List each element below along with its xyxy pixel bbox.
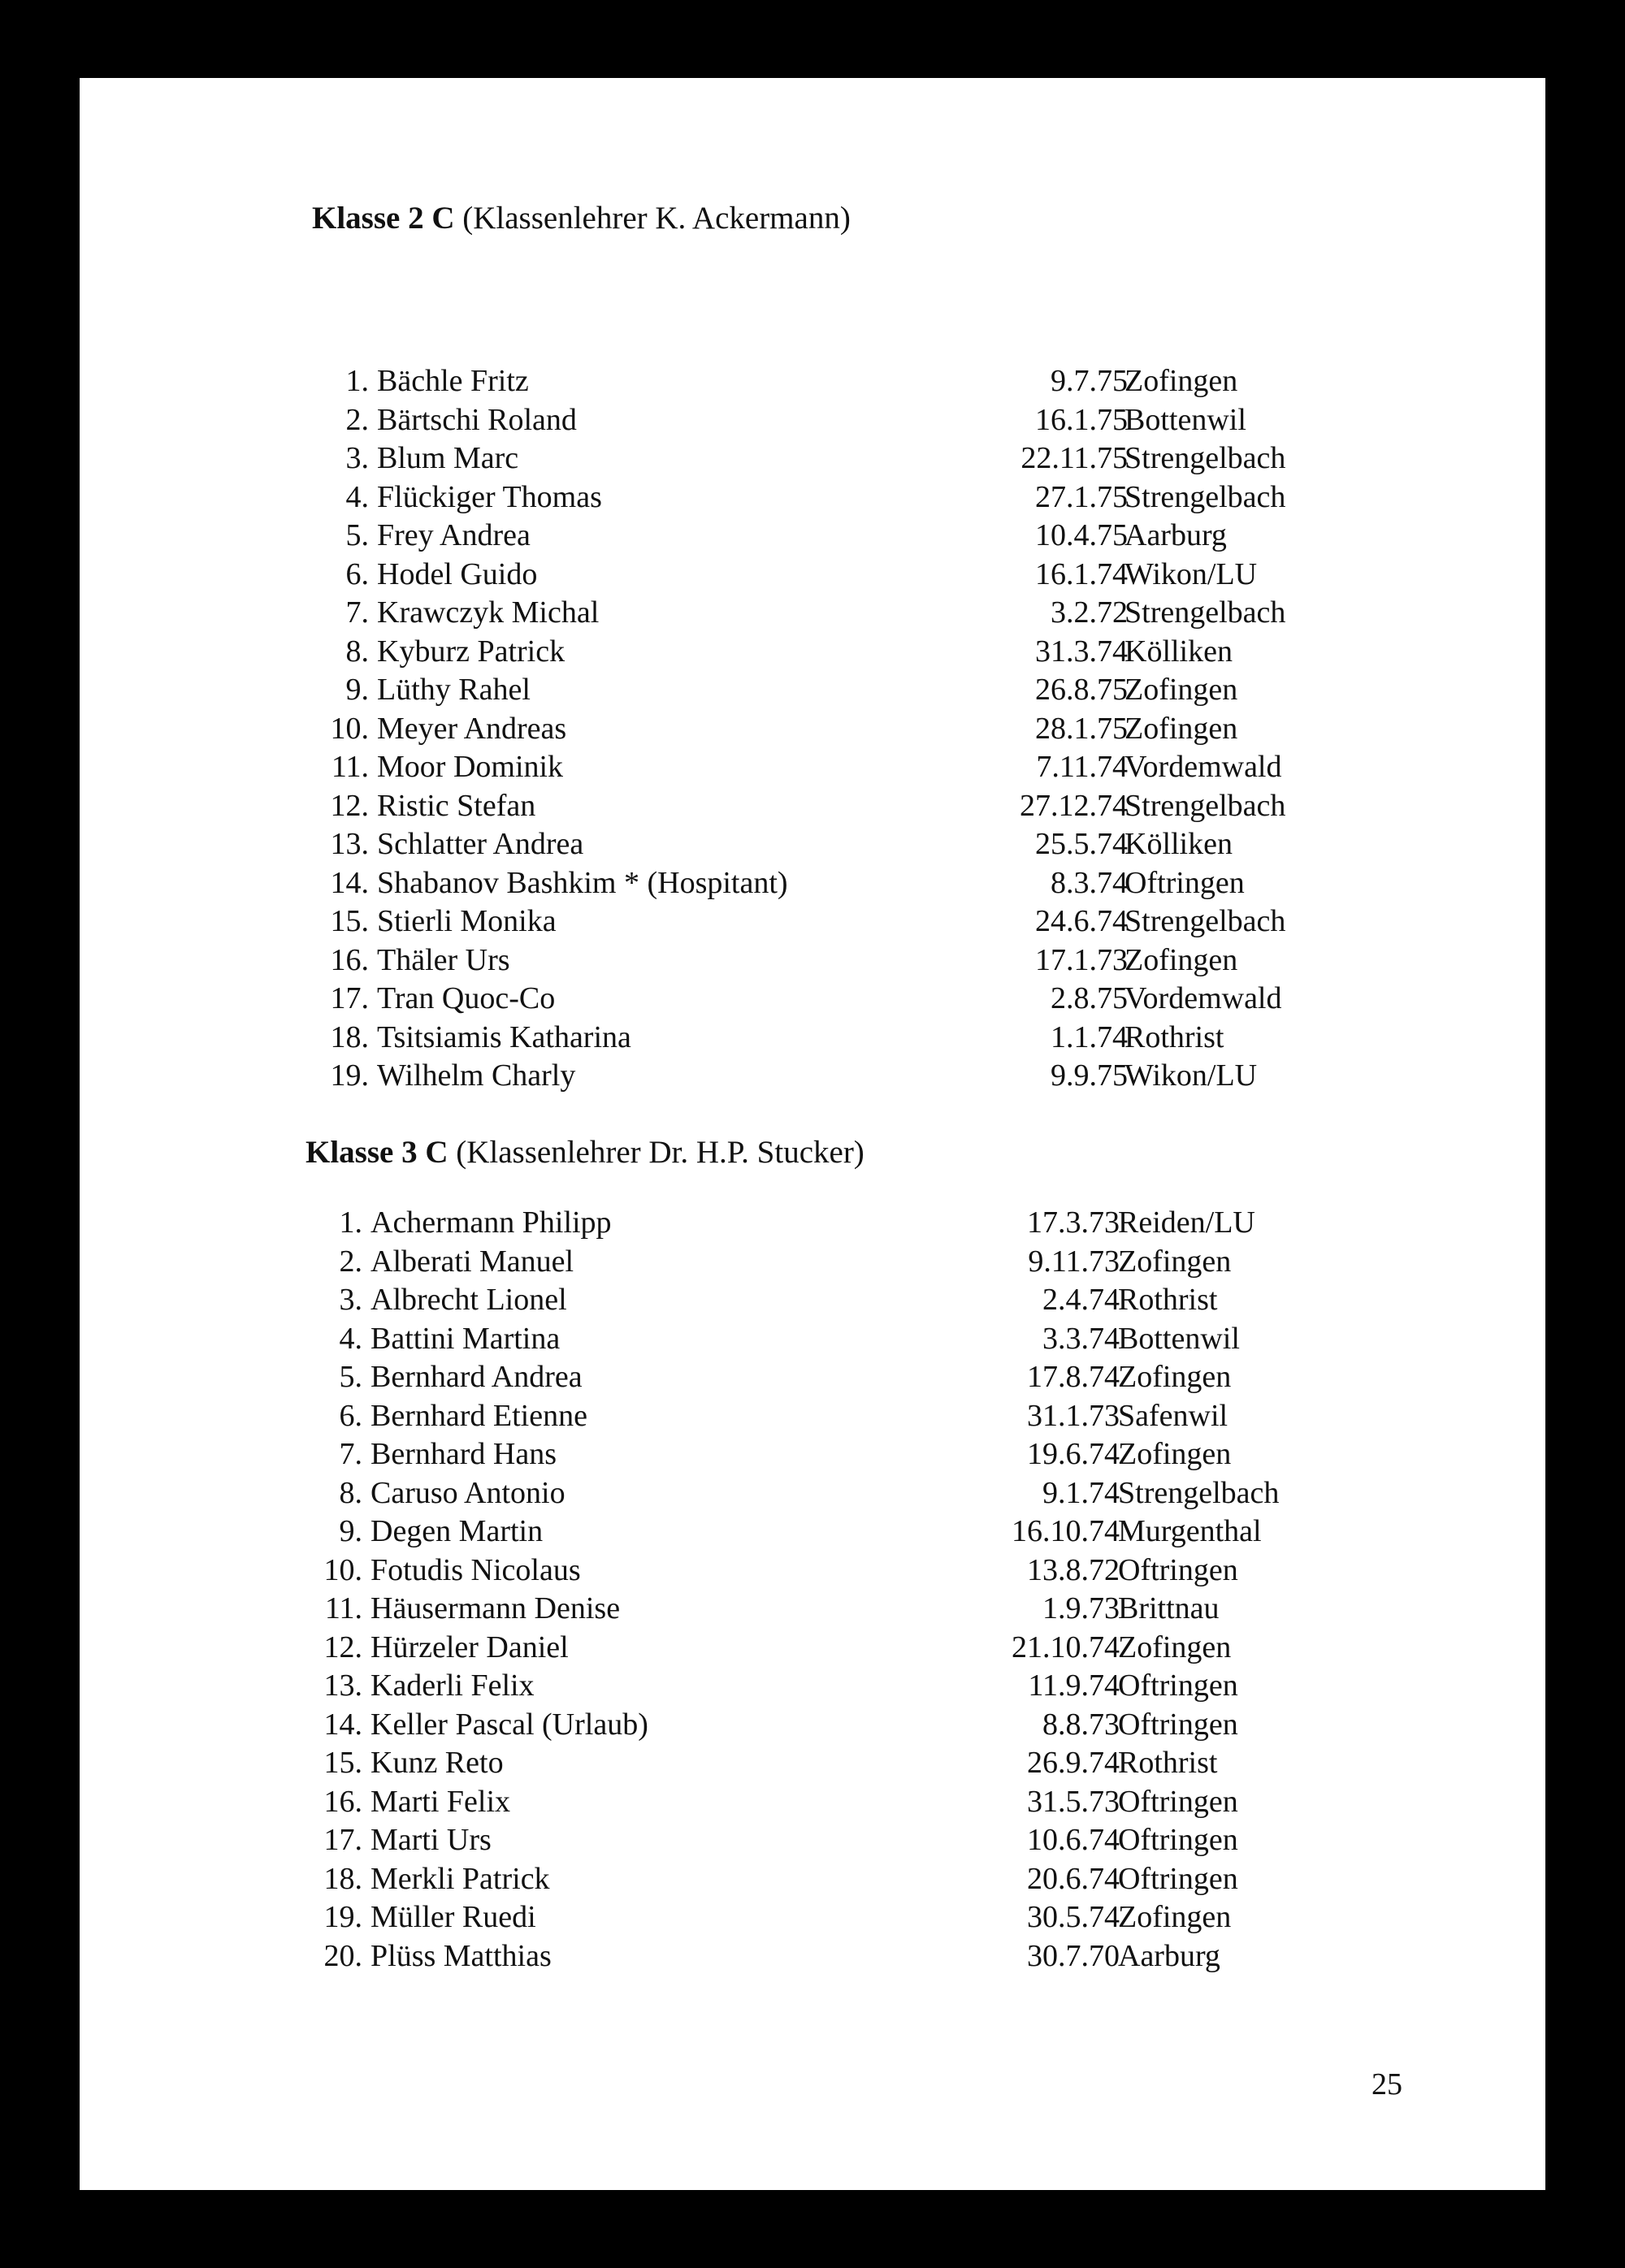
student-hometown: Vordemwald xyxy=(1124,981,1282,1015)
student-birthdate: 3.3.74 xyxy=(1042,1322,1120,1356)
student-row xyxy=(80,1320,1545,1358)
student-row xyxy=(80,478,1545,517)
student-hometown: Strengelbach xyxy=(1118,1476,1280,1510)
student-birthdate: 16.1.75 xyxy=(1035,403,1128,437)
student-birthdate: 10.6.74 xyxy=(1027,1823,1120,1857)
student-birthdate: 17.3.73 xyxy=(1027,1205,1120,1240)
student-row xyxy=(80,1358,1545,1396)
student-birthdate: 30.7.70 xyxy=(1027,1939,1120,1973)
student-hometown: Zofingen xyxy=(1118,1437,1232,1471)
student-name: Albrecht Lionel xyxy=(370,1283,567,1317)
student-name: Schlatter Andrea xyxy=(377,827,584,861)
student-birthdate: 19.6.74 xyxy=(1027,1437,1120,1471)
student-birthdate: 27.12.74 xyxy=(1020,789,1128,823)
student-number: 6. xyxy=(345,557,369,591)
student-name: Häusermann Denise xyxy=(370,1591,621,1625)
student-birthdate: 17.8.74 xyxy=(1027,1360,1120,1394)
student-name: Merkli Patrick xyxy=(370,1862,550,1896)
student-birthdate: 16.10.74 xyxy=(1012,1514,1120,1548)
student-hometown: Strengelbach xyxy=(1124,480,1286,514)
student-birthdate: 3.2.72 xyxy=(1051,595,1128,630)
student-birthdate: 26.8.75 xyxy=(1035,673,1128,707)
student-number: 15. xyxy=(330,904,369,938)
class-heading-label: Klasse 3 C xyxy=(306,1135,448,1170)
student-name: Wilhelm Charly xyxy=(377,1058,576,1093)
student-name: Bächle Fritz xyxy=(377,364,529,398)
student-row xyxy=(80,787,1545,825)
student-number: 3. xyxy=(339,1283,362,1317)
class-heading-teacher: (Klassenlehrer Dr. H.P. Stucker) xyxy=(448,1135,864,1170)
student-number: 11. xyxy=(331,750,369,784)
student-birthdate: 8.3.74 xyxy=(1051,866,1128,900)
student-name: Bernhard Etienne xyxy=(370,1399,587,1433)
student-row xyxy=(80,1243,1545,1281)
student-hometown: Strengelbach xyxy=(1124,595,1286,630)
student-hometown: Rothrist xyxy=(1124,1020,1224,1054)
student-number: 14. xyxy=(323,1707,362,1742)
student-number: 6. xyxy=(339,1399,362,1433)
student-birthdate: 7.11.74 xyxy=(1036,750,1128,784)
student-name: Frey Andrea xyxy=(377,518,531,552)
student-hometown: Bottenwil xyxy=(1118,1322,1240,1356)
student-name: Marti Urs xyxy=(370,1823,492,1857)
student-number: 8. xyxy=(339,1476,362,1510)
class-heading xyxy=(306,1134,864,1171)
student-hometown: Aarburg xyxy=(1124,518,1227,552)
student-birthdate: 20.6.74 xyxy=(1027,1862,1120,1896)
student-birthdate: 11.9.74 xyxy=(1028,1669,1120,1703)
student-name: Ristic Stefan xyxy=(377,789,536,823)
student-hometown: Safenwil xyxy=(1118,1399,1228,1433)
class-heading-label: Klasse 2 C xyxy=(312,201,455,236)
student-row xyxy=(80,1706,1545,1744)
student-birthdate: 31.3.74 xyxy=(1035,634,1128,669)
student-number: 9. xyxy=(345,673,369,707)
student-number: 12. xyxy=(330,789,369,823)
student-hometown: Oftringen xyxy=(1118,1707,1238,1742)
student-row xyxy=(80,1552,1545,1590)
student-number: 5. xyxy=(345,518,369,552)
student-row xyxy=(80,1397,1545,1435)
student-number: 15. xyxy=(323,1746,362,1780)
student-hometown: Brittnau xyxy=(1118,1591,1220,1625)
student-row xyxy=(80,1204,1545,1242)
student-row xyxy=(80,1821,1545,1859)
student-row xyxy=(80,1860,1545,1898)
student-name: Marti Felix xyxy=(370,1785,511,1819)
student-number: 19. xyxy=(323,1900,362,1934)
student-hometown: Kölliken xyxy=(1124,634,1233,669)
student-row xyxy=(80,1898,1545,1937)
student-number: 10. xyxy=(323,1553,362,1587)
student-hometown: Zofingen xyxy=(1124,712,1238,746)
student-name: Keller Pascal (Urlaub) xyxy=(370,1707,648,1742)
student-hometown: Zofingen xyxy=(1124,364,1238,398)
student-number: 10. xyxy=(330,712,369,746)
student-hometown: Rothrist xyxy=(1118,1746,1218,1780)
student-number: 7. xyxy=(345,595,369,630)
student-row xyxy=(80,1783,1545,1821)
student-hometown: Zofingen xyxy=(1124,673,1238,707)
student-birthdate: 26.9.74 xyxy=(1027,1746,1120,1780)
student-name: Hodel Guido xyxy=(377,557,538,591)
student-birthdate: 31.5.73 xyxy=(1027,1785,1120,1819)
student-birthdate: 22.11.75 xyxy=(1020,441,1128,475)
student-name: Tran Quoc-Co xyxy=(377,981,556,1015)
student-row xyxy=(80,1281,1545,1319)
student-hometown: Strengelbach xyxy=(1124,441,1286,475)
student-row xyxy=(80,517,1545,555)
student-number: 5. xyxy=(339,1360,362,1394)
student-number: 1. xyxy=(339,1205,362,1240)
student-birthdate: 1.9.73 xyxy=(1042,1591,1120,1625)
student-birthdate: 24.6.74 xyxy=(1035,904,1128,938)
student-hometown: Zofingen xyxy=(1118,1630,1232,1664)
student-number: 2. xyxy=(339,1244,362,1279)
student-name: Caruso Antonio xyxy=(370,1476,566,1510)
student-name: Flückiger Thomas xyxy=(377,480,602,514)
student-row xyxy=(80,1435,1545,1474)
student-birthdate: 9.11.73 xyxy=(1028,1244,1120,1279)
page-number: 25 xyxy=(1372,2067,1402,2101)
student-birthdate: 9.1.74 xyxy=(1042,1476,1120,1510)
student-birthdate: 2.4.74 xyxy=(1042,1283,1120,1317)
student-name: Alberati Manuel xyxy=(370,1244,574,1279)
student-hometown: Vordemwald xyxy=(1124,750,1282,784)
student-hometown: Oftringen xyxy=(1118,1669,1238,1703)
student-birthdate: 30.5.74 xyxy=(1027,1900,1120,1934)
student-birthdate: 25.5.74 xyxy=(1035,827,1128,861)
student-row xyxy=(80,1744,1545,1782)
student-name: Achermann Philipp xyxy=(370,1205,612,1240)
student-number: 1. xyxy=(345,364,369,398)
student-name: Kyburz Patrick xyxy=(377,634,566,669)
student-number: 17. xyxy=(330,981,369,1015)
student-row xyxy=(80,1474,1545,1513)
student-number: 18. xyxy=(330,1020,369,1054)
student-number: 4. xyxy=(339,1322,362,1356)
student-number: 11. xyxy=(324,1591,362,1625)
student-name: Meyer Andreas xyxy=(377,712,567,746)
student-hometown: Oftringen xyxy=(1118,1553,1238,1587)
student-row xyxy=(80,825,1545,863)
student-hometown: Murgenthal xyxy=(1118,1514,1262,1548)
student-name: Müller Ruedi xyxy=(370,1900,536,1934)
student-birthdate: 10.4.75 xyxy=(1035,518,1128,552)
student-name: Shabanov Bashkim * (Hospitant) xyxy=(377,866,788,900)
student-name: Blum Marc xyxy=(377,441,519,475)
student-hometown: Reiden/LU xyxy=(1118,1205,1255,1240)
student-row xyxy=(80,864,1545,902)
student-hometown: Oftringen xyxy=(1118,1823,1238,1857)
student-birthdate: 13.8.72 xyxy=(1027,1553,1120,1587)
student-row xyxy=(80,1629,1545,1667)
student-row xyxy=(80,671,1545,709)
student-birthdate: 31.1.73 xyxy=(1027,1399,1120,1433)
student-birthdate: 9.7.75 xyxy=(1051,364,1128,398)
student-name: Bärtschi Roland xyxy=(377,403,577,437)
student-name: Krawczyk Michal xyxy=(377,595,600,630)
student-hometown: Zofingen xyxy=(1118,1244,1232,1279)
student-row xyxy=(80,1513,1545,1551)
student-number: 7. xyxy=(339,1437,362,1471)
student-birthdate: 16.1.74 xyxy=(1035,557,1128,591)
student-name: Bernhard Hans xyxy=(370,1437,557,1471)
student-name: Plüss Matthias xyxy=(370,1939,552,1973)
student-hometown: Strengelbach xyxy=(1124,904,1286,938)
student-number: 17. xyxy=(323,1823,362,1857)
student-hometown: Zofingen xyxy=(1118,1900,1232,1934)
student-birthdate: 1.1.74 xyxy=(1051,1020,1128,1054)
student-name: Battini Martina xyxy=(370,1322,561,1356)
student-row xyxy=(80,748,1545,786)
student-name: Tsitsiamis Katharina xyxy=(377,1020,631,1054)
student-birthdate: 9.9.75 xyxy=(1051,1058,1128,1093)
student-row xyxy=(80,401,1545,439)
student-hometown: Bottenwil xyxy=(1124,403,1246,437)
student-name: Kaderli Felix xyxy=(370,1669,535,1703)
student-hometown: Zofingen xyxy=(1124,943,1238,977)
student-row xyxy=(80,902,1545,941)
student-name: Bernhard Andrea xyxy=(370,1360,583,1394)
student-number: 9. xyxy=(339,1514,362,1548)
student-name: Lüthy Rahel xyxy=(377,673,531,707)
student-name: Degen Martin xyxy=(370,1514,544,1548)
student-hometown: Strengelbach xyxy=(1124,789,1286,823)
student-hometown: Aarburg xyxy=(1118,1939,1220,1973)
student-number: 20. xyxy=(323,1939,362,1973)
document-page xyxy=(80,78,1545,2190)
student-row xyxy=(80,980,1545,1018)
student-hometown: Oftringen xyxy=(1118,1785,1238,1819)
student-row xyxy=(80,362,1545,400)
student-row xyxy=(80,594,1545,632)
student-birthdate: 17.1.73 xyxy=(1035,943,1128,977)
student-number: 12. xyxy=(323,1630,362,1664)
student-name: Kunz Reto xyxy=(370,1746,504,1780)
class-heading xyxy=(312,200,851,236)
student-row xyxy=(80,1590,1545,1628)
student-hometown: Wikon/LU xyxy=(1124,1058,1258,1093)
student-hometown: Wikon/LU xyxy=(1124,557,1258,591)
student-birthdate: 2.8.75 xyxy=(1051,981,1128,1015)
student-row xyxy=(80,439,1545,478)
student-name: Hürzeler Daniel xyxy=(370,1630,569,1664)
student-number: 13. xyxy=(330,827,369,861)
student-hometown: Oftringen xyxy=(1118,1862,1238,1896)
student-name: Stierli Monika xyxy=(377,904,557,938)
class-heading-teacher: (Klassenlehrer K. Ackermann) xyxy=(454,201,851,236)
student-number: 16. xyxy=(330,943,369,977)
student-birthdate: 27.1.75 xyxy=(1035,480,1128,514)
student-birthdate: 21.10.74 xyxy=(1012,1630,1120,1664)
student-number: 8. xyxy=(345,634,369,669)
student-row xyxy=(80,941,1545,980)
student-row xyxy=(80,1057,1545,1095)
student-number: 3. xyxy=(345,441,369,475)
student-number: 16. xyxy=(323,1785,362,1819)
student-number: 14. xyxy=(330,866,369,900)
student-hometown: Oftringen xyxy=(1124,866,1245,900)
student-name: Moor Dominik xyxy=(377,750,564,784)
student-row xyxy=(80,556,1545,594)
student-row xyxy=(80,1019,1545,1057)
student-birthdate: 8.8.73 xyxy=(1042,1707,1120,1742)
student-name: Fotudis Nicolaus xyxy=(370,1553,581,1587)
student-number: 19. xyxy=(330,1058,369,1093)
student-name: Thäler Urs xyxy=(377,943,510,977)
student-number: 2. xyxy=(345,403,369,437)
student-number: 18. xyxy=(323,1862,362,1896)
student-row xyxy=(80,1667,1545,1705)
student-number: 13. xyxy=(323,1669,362,1703)
student-hometown: Zofingen xyxy=(1118,1360,1232,1394)
student-hometown: Rothrist xyxy=(1118,1283,1218,1317)
student-hometown: Kölliken xyxy=(1124,827,1233,861)
student-row xyxy=(80,710,1545,748)
student-birthdate: 28.1.75 xyxy=(1035,712,1128,746)
student-row xyxy=(80,1937,1545,1976)
student-number: 4. xyxy=(345,480,369,514)
student-row xyxy=(80,633,1545,671)
